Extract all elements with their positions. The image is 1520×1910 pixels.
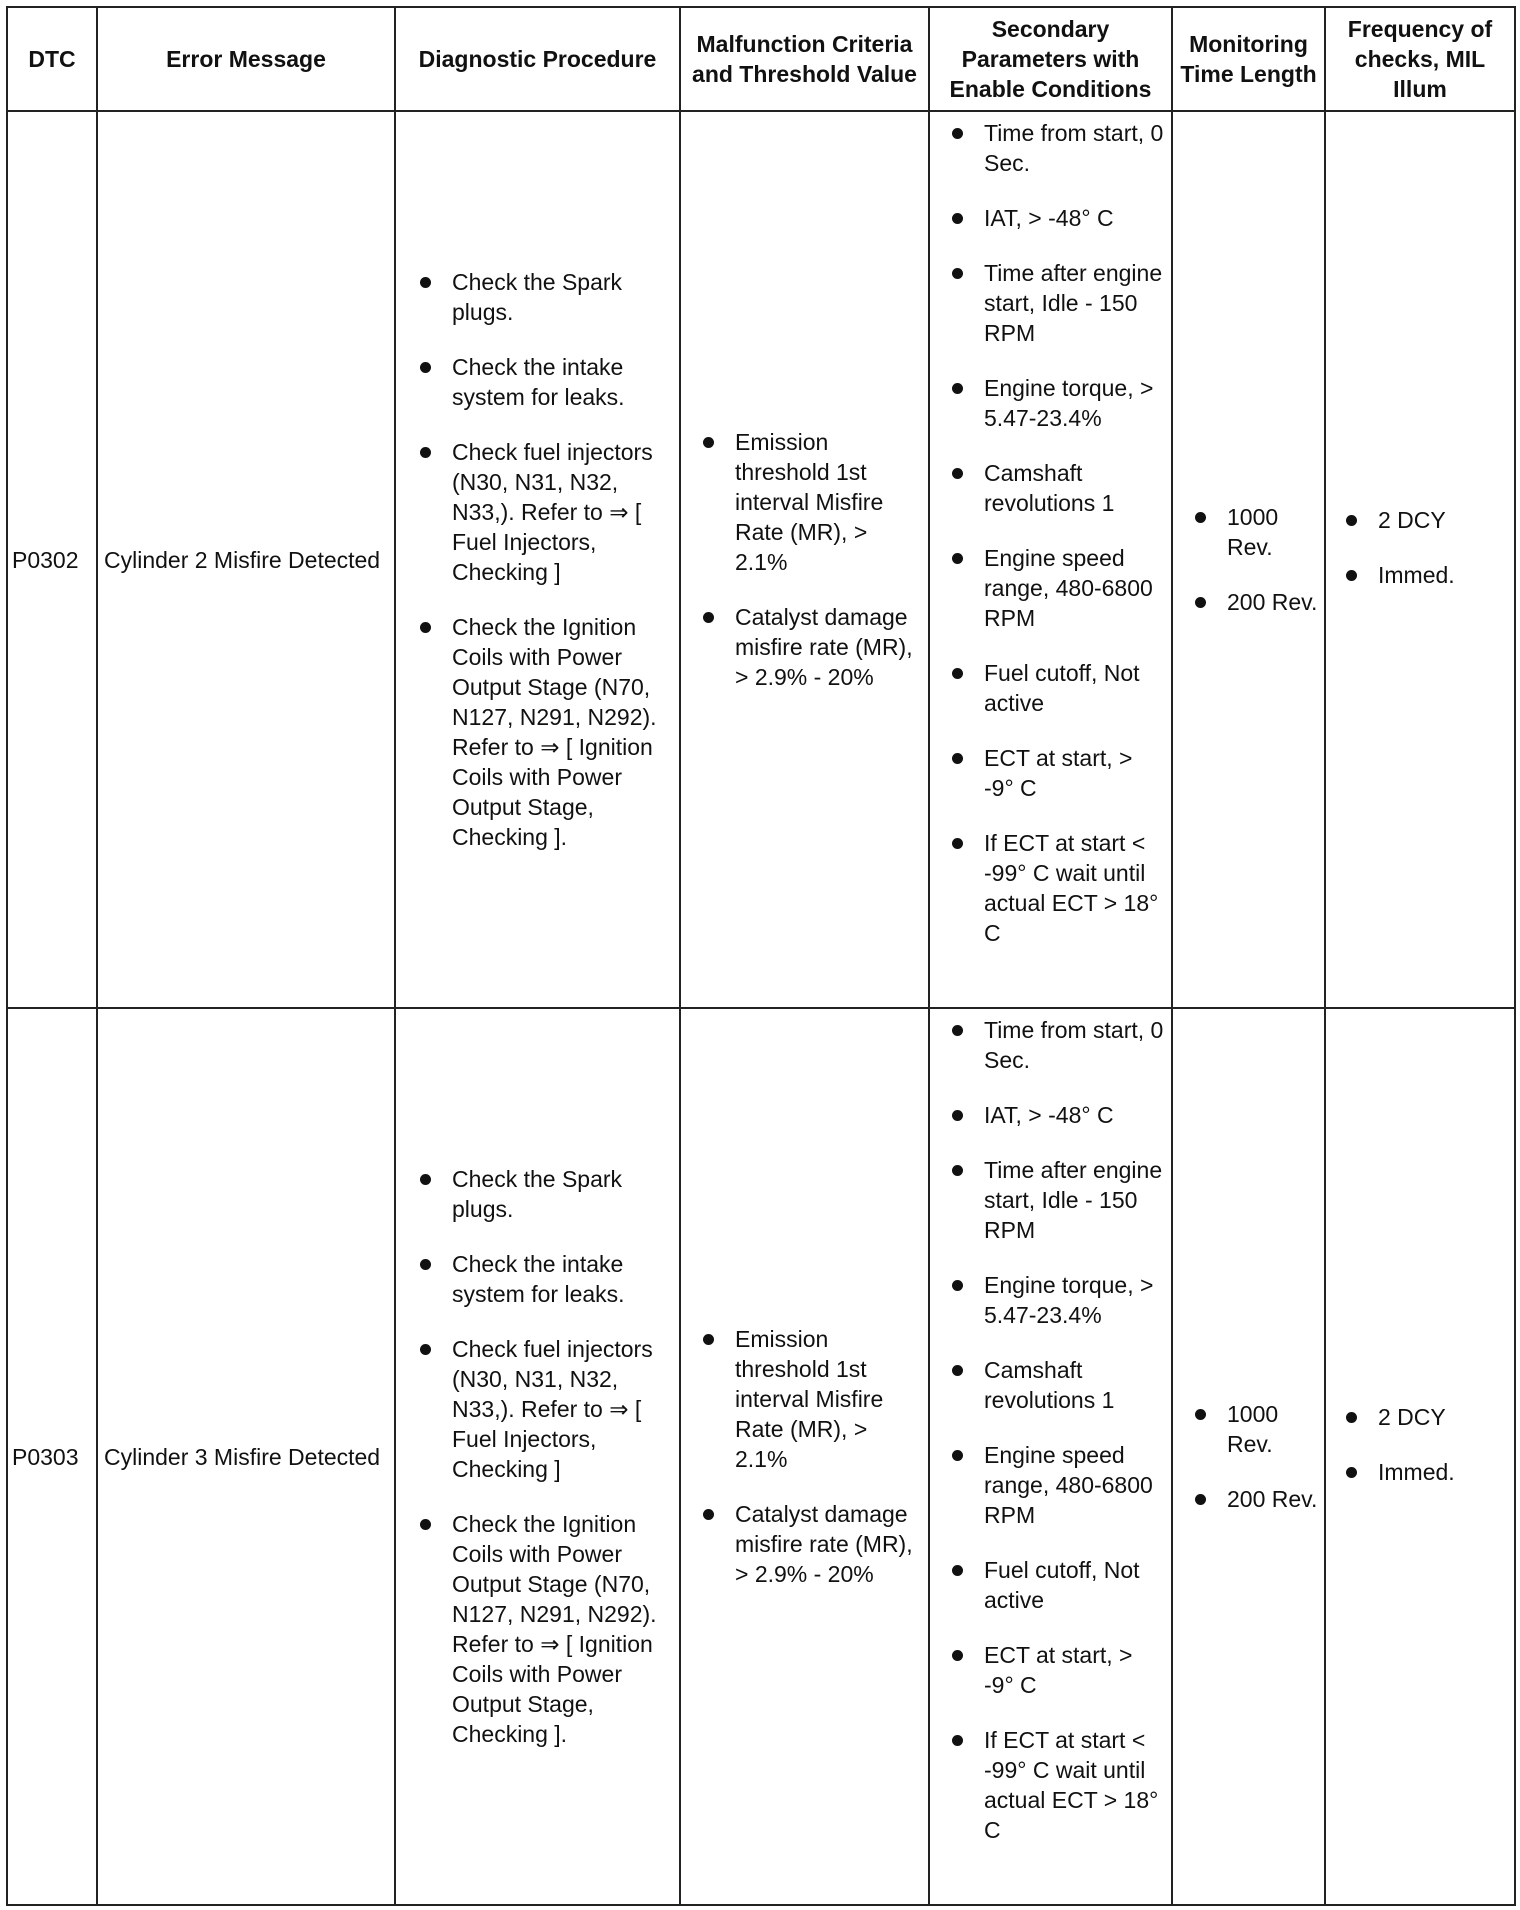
header-dtc: DTC	[7, 7, 97, 111]
secondary-list	[930, 112, 1171, 948]
monitoring-item: 200 Rev.	[1193, 1484, 1318, 1514]
header-monitoring-time: Monitoring Time Length	[1172, 7, 1325, 111]
frequency-item: Immed.	[1344, 1457, 1508, 1487]
secondary-item: If ECT at start < -99° C wait until actual ECT > 18° C	[950, 1725, 1165, 1845]
frequency-cell	[1325, 1008, 1515, 1905]
secondary-item: Fuel cutoff, Not active	[950, 1555, 1165, 1615]
secondary-item: IAT, > -48° C	[950, 203, 1165, 233]
secondary-item: Engine torque, > 5.47-23.4%	[950, 1270, 1165, 1330]
header-error-message: Error Message	[97, 7, 395, 111]
monitoring-time-cell	[1172, 1008, 1325, 1905]
criteria-item: Emission threshold 1st interval Misfire Rate (MR), > 2.1%	[701, 427, 922, 577]
procedure-item: Check the Ignition Coils with Power Output Stage (N70, N127, N291, N292). Refer to ⇒ [ Ignition Coils with Power Output Stage, Checking ].	[418, 1509, 673, 1749]
frequency-cell	[1325, 111, 1515, 1008]
procedure-item: Check the Spark plugs.	[418, 267, 673, 327]
procedure-item: Check fuel injectors (N30, N31, N32, N33,). Refer to ⇒ [ Fuel Injectors, Checking ]	[418, 437, 673, 587]
diagnostic-procedure-cell	[395, 1008, 680, 1905]
secondary-item: Engine speed range, 480-6800 RPM	[950, 1440, 1165, 1530]
criteria-list	[681, 427, 928, 692]
secondary-item: Time from start, 0 Sec.	[950, 1015, 1165, 1075]
secondary-item: Time after engine start, Idle - 150 RPM	[950, 258, 1165, 348]
frequency-list	[1326, 1402, 1514, 1487]
frequency-item: 2 DCY	[1344, 505, 1508, 535]
table-header-row	[7, 7, 1515, 111]
monitoring-item: 200 Rev.	[1193, 587, 1318, 617]
monitoring-item: 1000 Rev.	[1193, 502, 1318, 562]
secondary-item: Fuel cutoff, Not active	[950, 658, 1165, 718]
secondary-parameters-cell	[929, 111, 1172, 1008]
procedure-item: Check the Spark plugs.	[418, 1164, 673, 1224]
frequency-list	[1326, 505, 1514, 590]
secondary-item: Engine torque, > 5.47-23.4%	[950, 373, 1165, 433]
monitoring-item: 1000 Rev.	[1193, 1399, 1318, 1459]
diagnostic-procedure-cell	[395, 111, 680, 1008]
header-frequency: Frequency of checks, MIL Illum	[1325, 7, 1515, 111]
malfunction-criteria-cell	[680, 111, 929, 1008]
monitoring-list	[1173, 502, 1324, 617]
secondary-item: Camshaft revolutions 1	[950, 458, 1165, 518]
header-diagnostic-procedure: Diagnostic Procedure	[395, 7, 680, 111]
procedure-list	[396, 267, 679, 852]
monitoring-time-cell	[1172, 111, 1325, 1008]
dtc-table	[6, 6, 1516, 1906]
secondary-item: Time from start, 0 Sec.	[950, 118, 1165, 178]
procedure-list	[396, 1164, 679, 1749]
criteria-item: Catalyst damage misfire rate (MR), > 2.9% - 20%	[701, 1499, 922, 1589]
secondary-list	[930, 1009, 1171, 1845]
table-row	[7, 111, 1515, 1008]
criteria-item: Catalyst damage misfire rate (MR), > 2.9% - 20%	[701, 602, 922, 692]
dtc-code: P0302	[7, 111, 97, 1008]
secondary-item: Camshaft revolutions 1	[950, 1355, 1165, 1415]
secondary-item: Engine speed range, 480-6800 RPM	[950, 543, 1165, 633]
malfunction-criteria-cell	[680, 1008, 929, 1905]
frequency-item: 2 DCY	[1344, 1402, 1508, 1432]
header-secondary-parameters: Secondary Parameters with Enable Conditions	[929, 7, 1172, 111]
procedure-item: Check the intake system for leaks.	[418, 352, 673, 412]
dtc-code: P0303	[7, 1008, 97, 1905]
monitoring-list	[1173, 1399, 1324, 1514]
secondary-item: Time after engine start, Idle - 150 RPM	[950, 1155, 1165, 1245]
procedure-item: Check the intake system for leaks.	[418, 1249, 673, 1309]
procedure-item: Check the Ignition Coils with Power Output Stage (N70, N127, N291, N292). Refer to ⇒ [ Ignition Coils with Power Output Stage, Checking ].	[418, 612, 673, 852]
table-row	[7, 1008, 1515, 1905]
secondary-parameters-cell	[929, 1008, 1172, 1905]
criteria-list	[681, 1324, 928, 1589]
error-message: Cylinder 2 Misfire Detected	[97, 111, 395, 1008]
frequency-item: Immed.	[1344, 560, 1508, 590]
error-message: Cylinder 3 Misfire Detected	[97, 1008, 395, 1905]
criteria-item: Emission threshold 1st interval Misfire Rate (MR), > 2.1%	[701, 1324, 922, 1474]
secondary-item: If ECT at start < -99° C wait until actual ECT > 18° C	[950, 828, 1165, 948]
procedure-item: Check fuel injectors (N30, N31, N32, N33,). Refer to ⇒ [ Fuel Injectors, Checking ]	[418, 1334, 673, 1484]
secondary-item: ECT at start, > -9° C	[950, 743, 1165, 803]
secondary-item: ECT at start, > -9° C	[950, 1640, 1165, 1700]
secondary-item: IAT, > -48° C	[950, 1100, 1165, 1130]
header-malfunction-criteria: Malfunction Criteria and Threshold Value	[680, 7, 929, 111]
